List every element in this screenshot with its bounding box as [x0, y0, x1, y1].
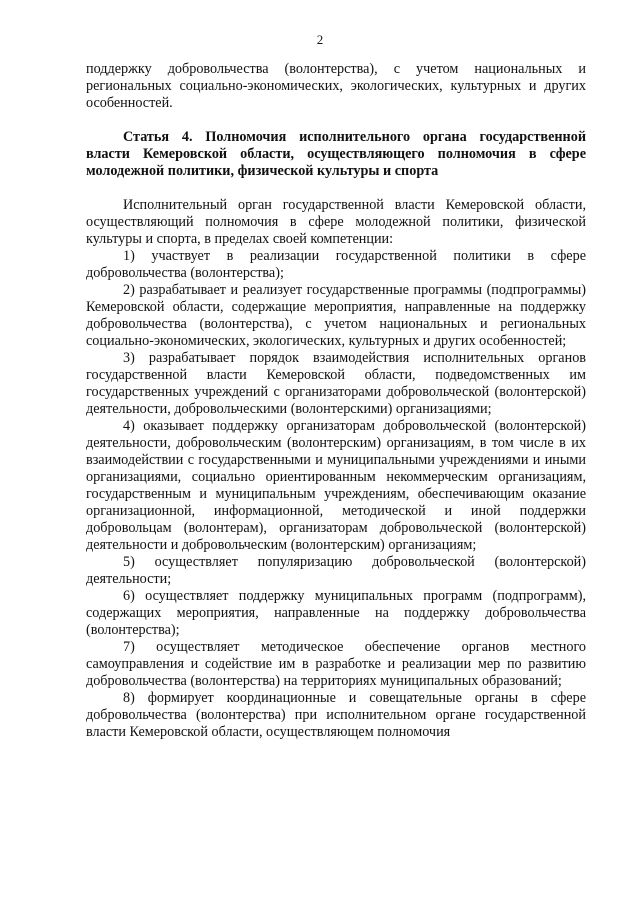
document-body — [86, 61, 586, 741]
intro-paragraph: Исполнительный орган государственной власти Кемеровской области, осуществляющий полномочия в сфере молодежной политики, физической культуры и спорта, в пределах своей компетенции: — [86, 197, 586, 247]
list-item: 2) разрабатывает и реализует государственные программы (подпрограммы) Кемеровской области, содержащие мероприятия, направленные на поддержку добровольчества (волонтерства), с учетом национальных и региональных социально-экономических, экологических, культурных и других особенностей; — [86, 282, 586, 349]
list-item: 3) разрабатывает порядок взаимодействия исполнительных органов государственной власти Кемеровской области, подведомственных им государственных учреждений с организаторами добровольческой (волонтерской) деятельности, добровольческими (волонтерскими) организациями; — [86, 350, 586, 417]
page-number: 2 — [316, 32, 324, 47]
list-item: 7) осуществляет методическое обеспечение органов местного самоуправления и содействие им в разработке и реализации мер по развитию добровольчества (волонтерства) на территориях муниципальных образований; — [86, 639, 586, 689]
blank-line — [86, 180, 586, 197]
continuation-paragraph: поддержку добровольчества (волонтерства), с учетом национальных и региональных социально-экономических, экологических, культурных и других особенностей. — [86, 61, 586, 111]
list-item: 4) оказывает поддержку организаторам добровольческой (волонтерской) деятельности, добровольческим (волонтерским) организациям, в том числе в их взаимодействии с государственными и муниципальными учреждениями и иными организациями, социально ориентированным некоммерческим организациям, государственным и муниципальным учреждениям, обеспечивающим оказание организационной, информационной, методической и иной поддержки добровольцам (волонтерам), организаторам добровольческой (волонтерской) деятельности и добровольческим (волонтерским) организациям; — [86, 418, 586, 553]
article-heading: Статья 4. Полномочия исполнительного органа государственной власти Кемеровской области, осуществляющего полномочия в сфере молодежной политики, физической культуры и спорта — [86, 129, 586, 179]
list-item: 8) формирует координационные и совещательные органы в сфере добровольчества (волонтерства) при исполнительном органе государственной власти Кемеровской области, осуществляющем полномочия — [86, 690, 586, 740]
list-item: 6) осуществляет поддержку муниципальных программ (подпрограмм), содержащих мероприятия, направленные на поддержку добровольчества (волонтерства); — [86, 588, 586, 638]
list-item: 1) участвует в реализации государственной политики в сфере добровольчества (волонтерства); — [86, 248, 586, 281]
blank-line — [86, 112, 586, 129]
list-item: 5) осуществляет популяризацию добровольческой (волонтерской) деятельности; — [86, 554, 586, 587]
